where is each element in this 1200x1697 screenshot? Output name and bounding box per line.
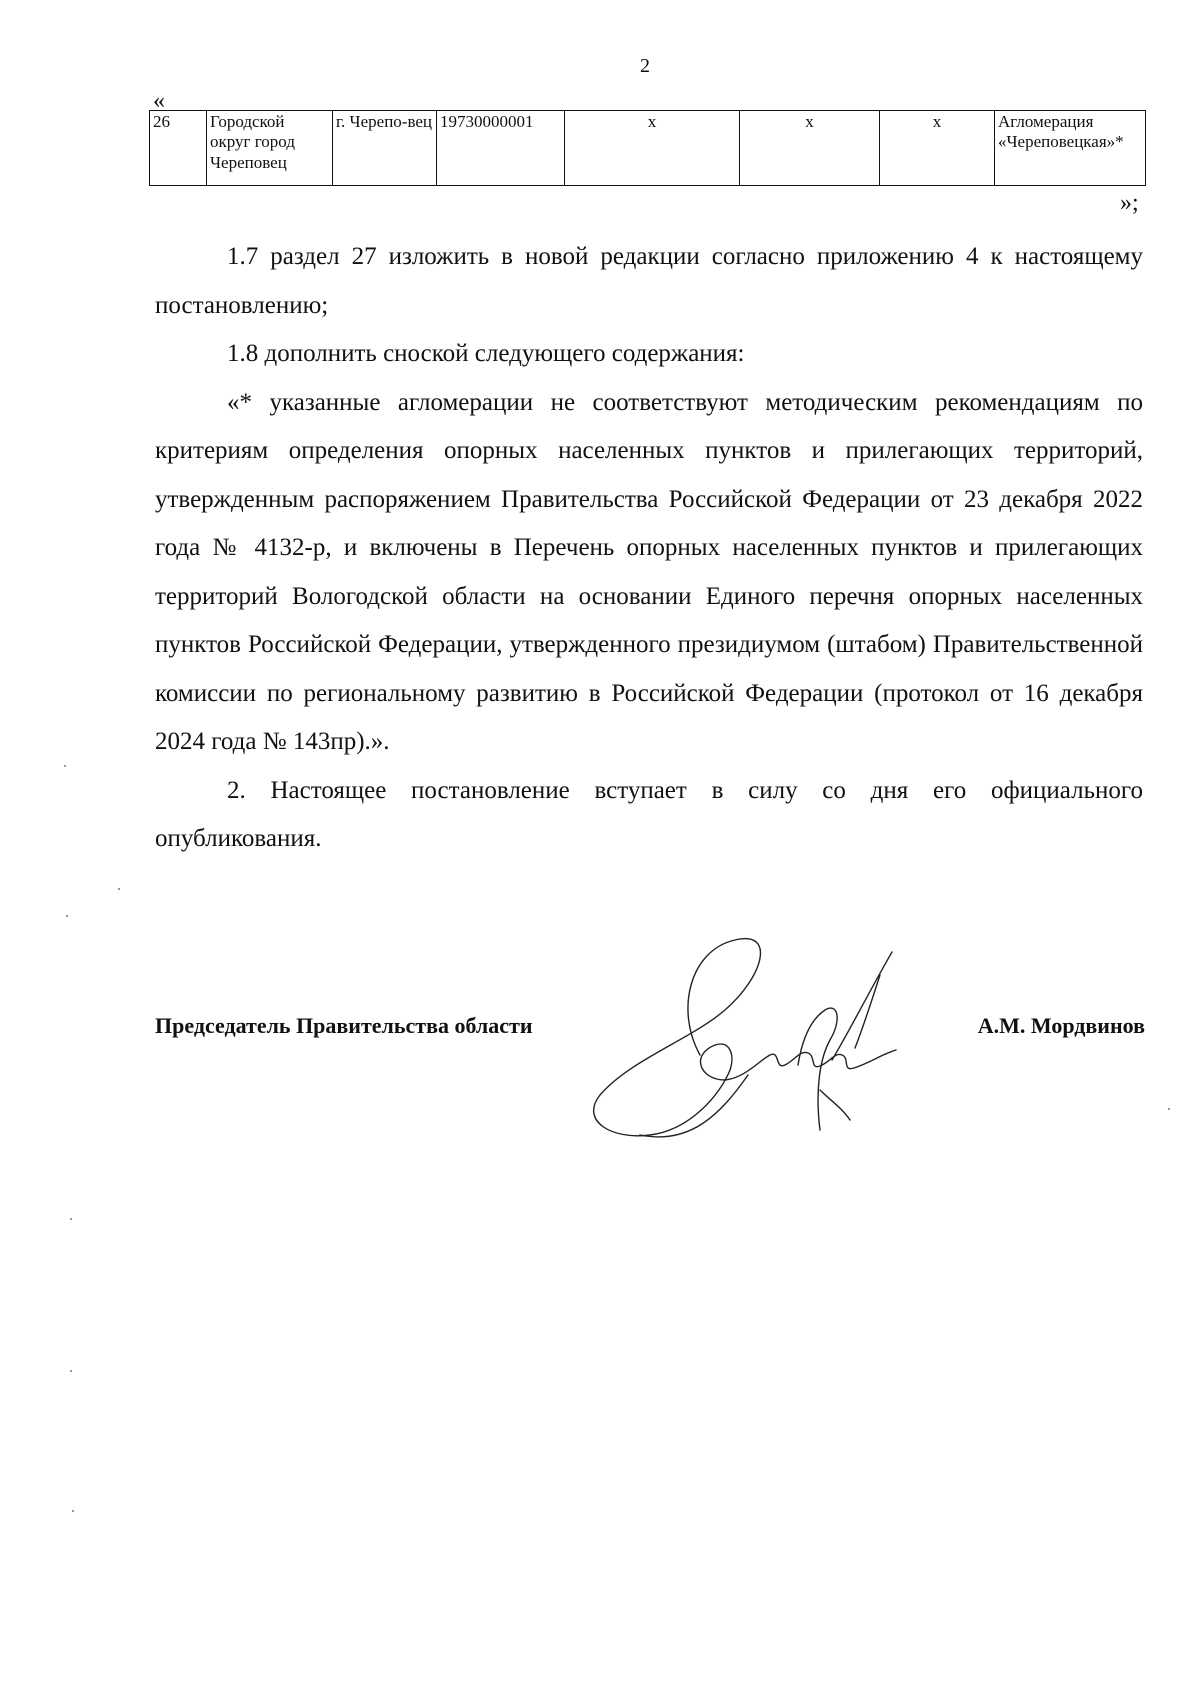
scan-speck bbox=[70, 1218, 72, 1220]
scan-speck bbox=[1168, 1108, 1170, 1110]
cell-mark-2: x bbox=[740, 111, 880, 186]
cell-agglomeration: Агломерация «Череповецкая»* bbox=[995, 111, 1146, 186]
cell-oktmo-code: 19730000001 bbox=[437, 111, 565, 186]
handwritten-signature bbox=[580, 930, 920, 1145]
cell-mark-1: x bbox=[565, 111, 740, 186]
paragraph-2: 2. Настоящее постановление вступает в силу со дня его официального опубликования. bbox=[155, 776, 1143, 852]
scan-speck bbox=[70, 1370, 72, 1372]
cell-municipality: Городской округ город Череповец bbox=[207, 111, 333, 186]
scan-speck bbox=[118, 888, 120, 890]
cell-number: 26 bbox=[150, 111, 207, 186]
paragraph-1-8: 1.8 дополнить сноской следующего содержания: bbox=[227, 340, 745, 367]
inserted-table-row bbox=[149, 110, 1146, 186]
table-close-quote: »; bbox=[1120, 190, 1139, 216]
page-number: 2 bbox=[640, 55, 650, 77]
scan-speck bbox=[64, 765, 66, 767]
document-body bbox=[155, 233, 1143, 864]
cell-settlement: г. Черепо-вец bbox=[333, 111, 437, 186]
scan-speck bbox=[72, 1510, 74, 1512]
scan-speck bbox=[66, 915, 68, 917]
paragraph-1-7: 1.7 раздел 27 изложить в новой редакции согласно приложению 4 к настоящему постановлению; bbox=[155, 243, 1143, 319]
table-row bbox=[150, 111, 1146, 186]
cell-mark-3: x bbox=[880, 111, 995, 186]
paragraph-footnote: «* указанные агломерации не соответствуют методическим рекомендациям по критериям определения опорных населенных пунктов и прилегающих территорий, утвержденным распоряжением Правительства Российской Федерации от 23 декабря 2022 года № 4132-р, и включены в Перечень опорных населенных пунктов и прилегающих территорий Вологодской области на основании Единого перечня опорных населенных пунктов Российской Федерации, утвержденного президиумом (штабом) Правительственной комиссии по региональному развитию в Российской Федерации (протокол от 16 декабря 2024 года № 143пр).». bbox=[155, 388, 1143, 755]
table-open-quote: « bbox=[153, 88, 165, 114]
signer-name: А.М. Мордвинов bbox=[977, 1013, 1145, 1038]
signer-title: Председатель Правительства области bbox=[155, 1013, 533, 1038]
